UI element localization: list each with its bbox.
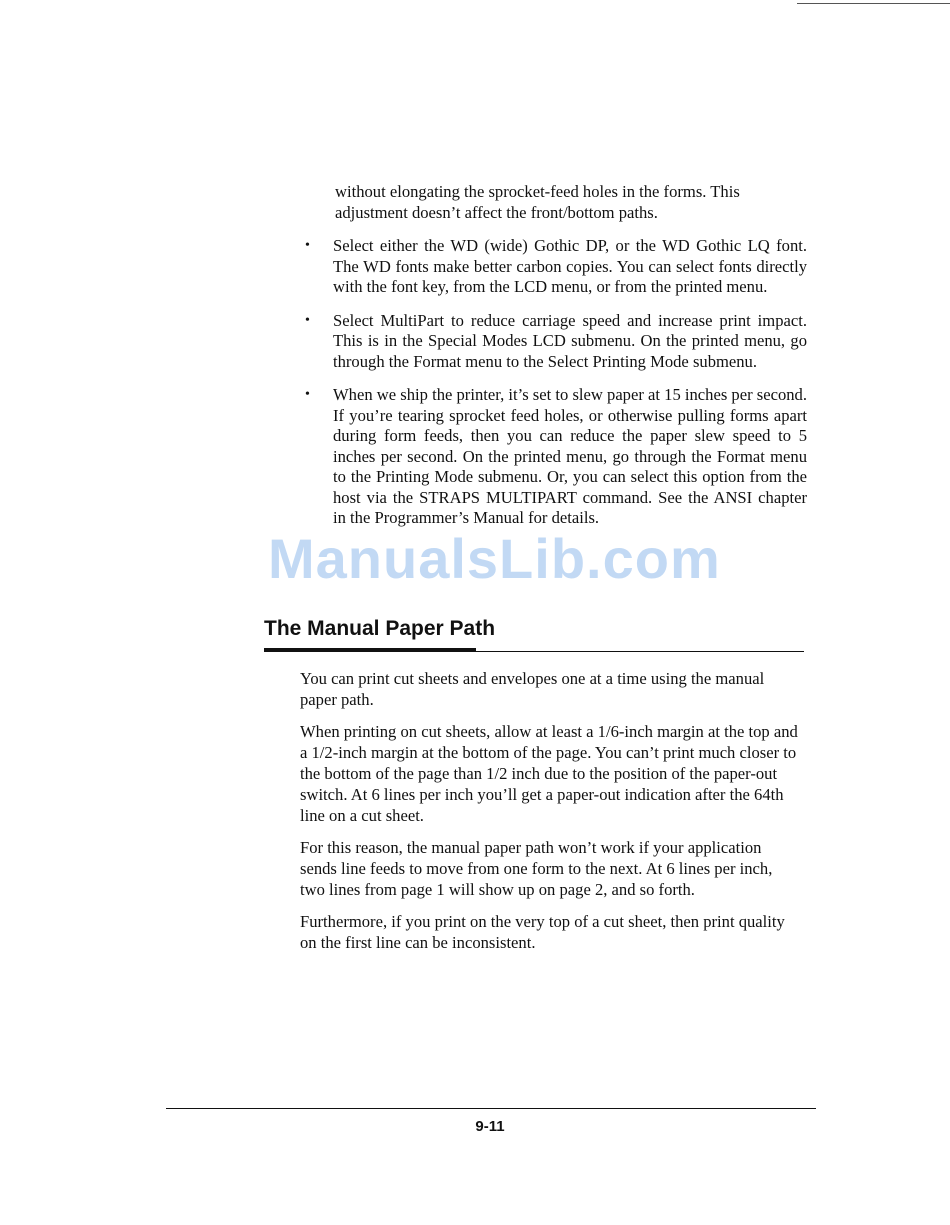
heading-underline-thin [264,651,804,652]
section-heading: The Manual Paper Path [264,617,496,640]
paragraph: You can print cut sheets and envelopes one at a time using the manual paper path. [300,669,765,709]
bullet-item [305,385,807,529]
watermark: ManualsLib.com [268,527,721,590]
footer-rule [166,1108,816,1109]
bullet-text: Select either the WD (wide) Gothic DP, or the WD Gothic LQ font. The WD fonts make better carbon copies. You can select fonts directly with the font key, from the LCD menu, or from the printed menu. [333,236,807,296]
bullet-icon: • [305,387,310,402]
continuation-paragraph: without elongating the sprocket-feed holes in the forms. This adjustment doesn’t affect the front/bottom paths. [335,182,740,222]
bullet-icon: • [305,238,310,253]
paragraph: Furthermore, if you print on the very top of a cut sheet, then print quality on the first line can be inconsistent. [300,912,785,952]
bullet-item [305,311,807,373]
section-body [300,668,800,964]
bullet-list [305,236,807,542]
bullet-text: When we ship the printer, it’s set to slew paper at 15 inches per second. If you’re tearing sprocket feed holes, or otherwise pulling forms apart during form feeds, then you can reduce the paper slew speed to 5 inches per second. On the printed menu, go through the Format menu to the Printing Mode submenu. Or, you can select this option from the host via the STRAPS MULTIPART command. See the ANSI chapter in the Programmer’s Manual for details. [333,385,807,527]
paragraph: When printing on cut sheets, allow at least a 1/6-inch margin at the top and a 1/2-inch margin at the bottom of the page. You can’t print much closer to the bottom of the page than 1/2 inch due to the position of the paper-out switch. At 6 lines per inch you’ll get a paper-out indication after the 64th line on a cut sheet. [300,722,798,825]
bullet-text: Select MultiPart to reduce carriage speed and increase print impact. This is in the Special Modes LCD submenu. On the printed menu, go through the Format menu to the Select Printing Mode submenu. [333,310,807,371]
page-number: 9-11 [475,1118,505,1135]
bullet-item [305,236,807,298]
paragraph: For this reason, the manual paper path won’t work if your application sends line feeds to move from one form to the next. At 6 lines per inch, two lines from page 1 will show up on page 2, and so forth. [300,838,773,899]
top-edge-rule [797,3,950,4]
bullet-icon: • [305,312,310,328]
